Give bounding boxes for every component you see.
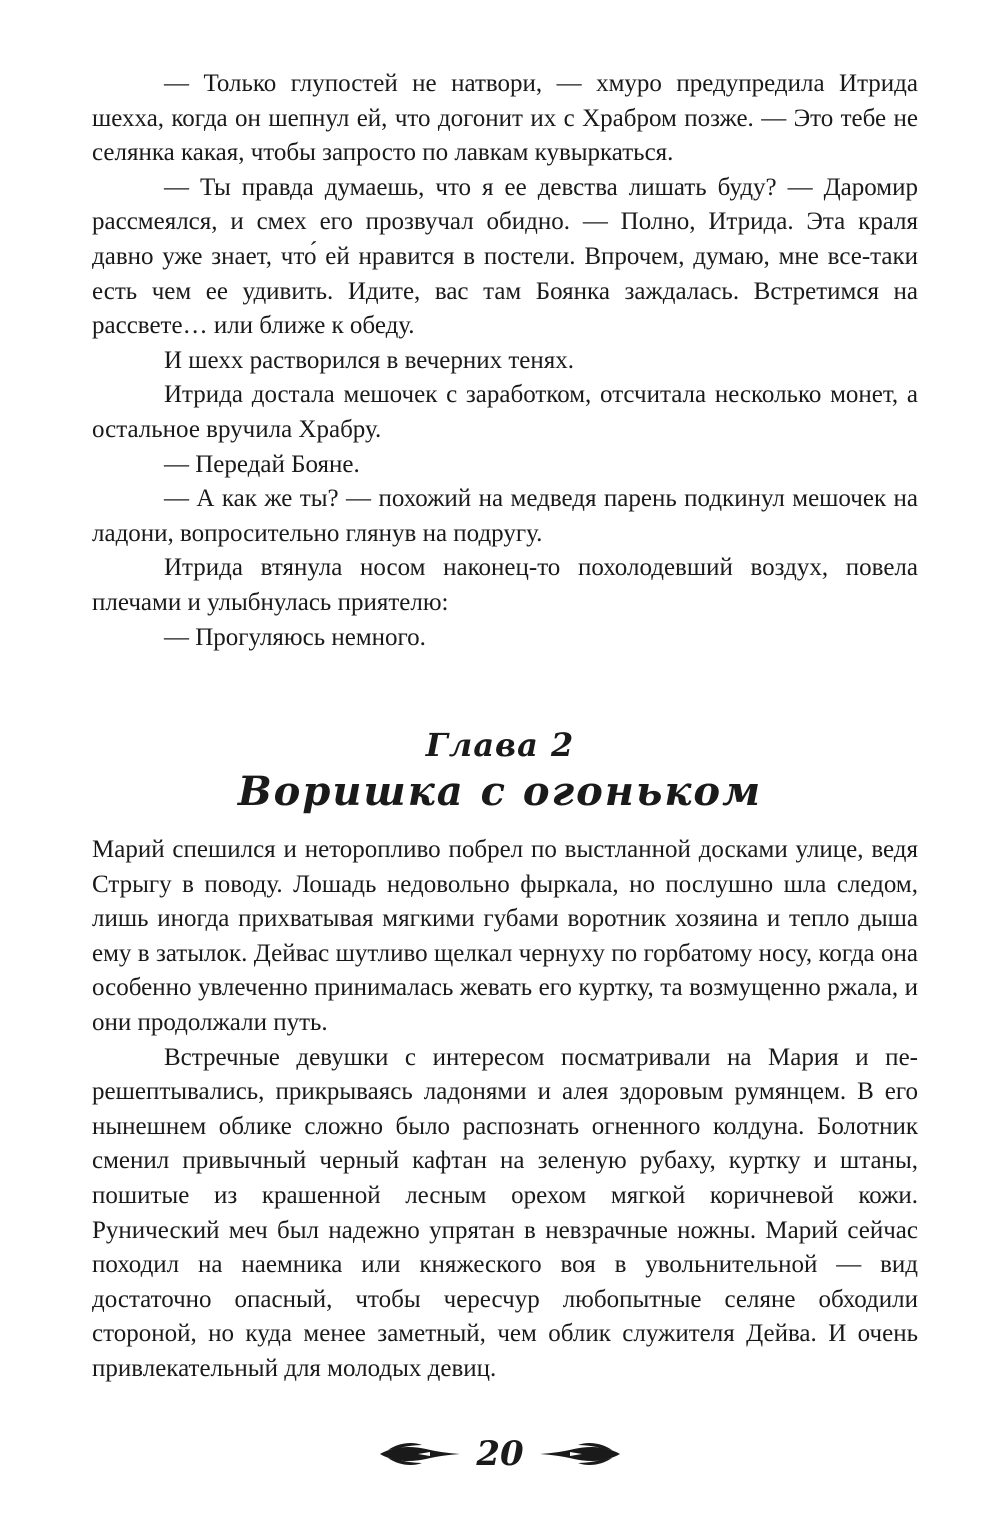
paragraph: Итрида втянула носом наконец-то похолодевший воздух, повела плечами и улыбнулась приятелю: <box>92 554 918 616</box>
right-ornament-icon <box>538 1441 622 1467</box>
paragraph: — А как же ты? — похожий на медведя парень подкинул мешочек на ладони, вопросительно глянув на подругу. <box>92 485 918 547</box>
chapter-number: Глава 2 <box>425 726 575 764</box>
paragraph: — Прогуляюсь немного. <box>164 623 426 651</box>
paragraph: Итрида достала мешочек с заработком, отсчитала несколько монет, а остальное вручила Храбру. <box>92 381 918 443</box>
paragraph: И шехх растворился в вечерних тенях. <box>164 346 575 374</box>
left-ornament-icon <box>378 1441 462 1467</box>
paragraph: — Только глупостей не натвори, — хмуро предупредила Итрида шехха, когда он шепнул ей, что догонит их с Храбром позже. — Это тебе не селянка какая, чтобы запросто по лавкам кувыркаться. <box>92 70 918 167</box>
body-text-top <box>92 67 918 655</box>
paragraph: — Передай Бояне. <box>164 450 360 478</box>
paragraph: Марий спешился и неторопливо побрел по выстланной досками улице, ведя Стрыгу в поводу. Лошадь недовольно фыркала, но послушно шла следом, лишь иногда прихватывая мягкими губами воротник хозяина и тепло дыша ему в затылок. Дейвас шутливо щелкал чернуху по горбатому носу, когда она особенно увлеченно принималась жевать его куртку, та возмущенно ржала, и они продолжали путь. <box>92 836 918 1036</box>
body-text-chapter <box>92 833 918 1387</box>
chapter-title: Воришка с огоньком <box>237 768 763 815</box>
paragraph: Встречные девушки с интересом посматривали на Мария и перешептывались, прикрываясь ладонями и алея здоровым румянцем. В его нынешнем облике сложно было распознать огненного колдуна. Болотник сменил привычный черный кафтан на зеленую рубаху, куртку и штаны, пошитые из крашенной лесным орехом мягкой коричневой кожи. Рунический меч был надежно упрятан в невзрачные ножны. Марий сейчас походил на наемника или княжеского воя в увольнительной — вид достаточно опасный, чтобы чересчур любопытные селяне обходили стороной, но куда менее заметный, чем облик служителя Дейва. И очень привлекательный для молодых девиц. <box>92 1043 918 1382</box>
page-footer <box>0 1424 1000 1484</box>
page-number: 20 <box>476 1434 524 1474</box>
paragraph: — Ты правда думаешь, что я ее девства лишать буду? — Даромир рассмеялся, и смех его прозвучал обидно. — Полно, Итрида. Эта краля давно уже знает, что́ ей нравится в постели. Впрочем, думаю, мне все-таки есть чем ее удивить. Идите, вас там Боянка заждалась. Встретимся на рассвете… или ближе к обеду. <box>92 173 918 340</box>
